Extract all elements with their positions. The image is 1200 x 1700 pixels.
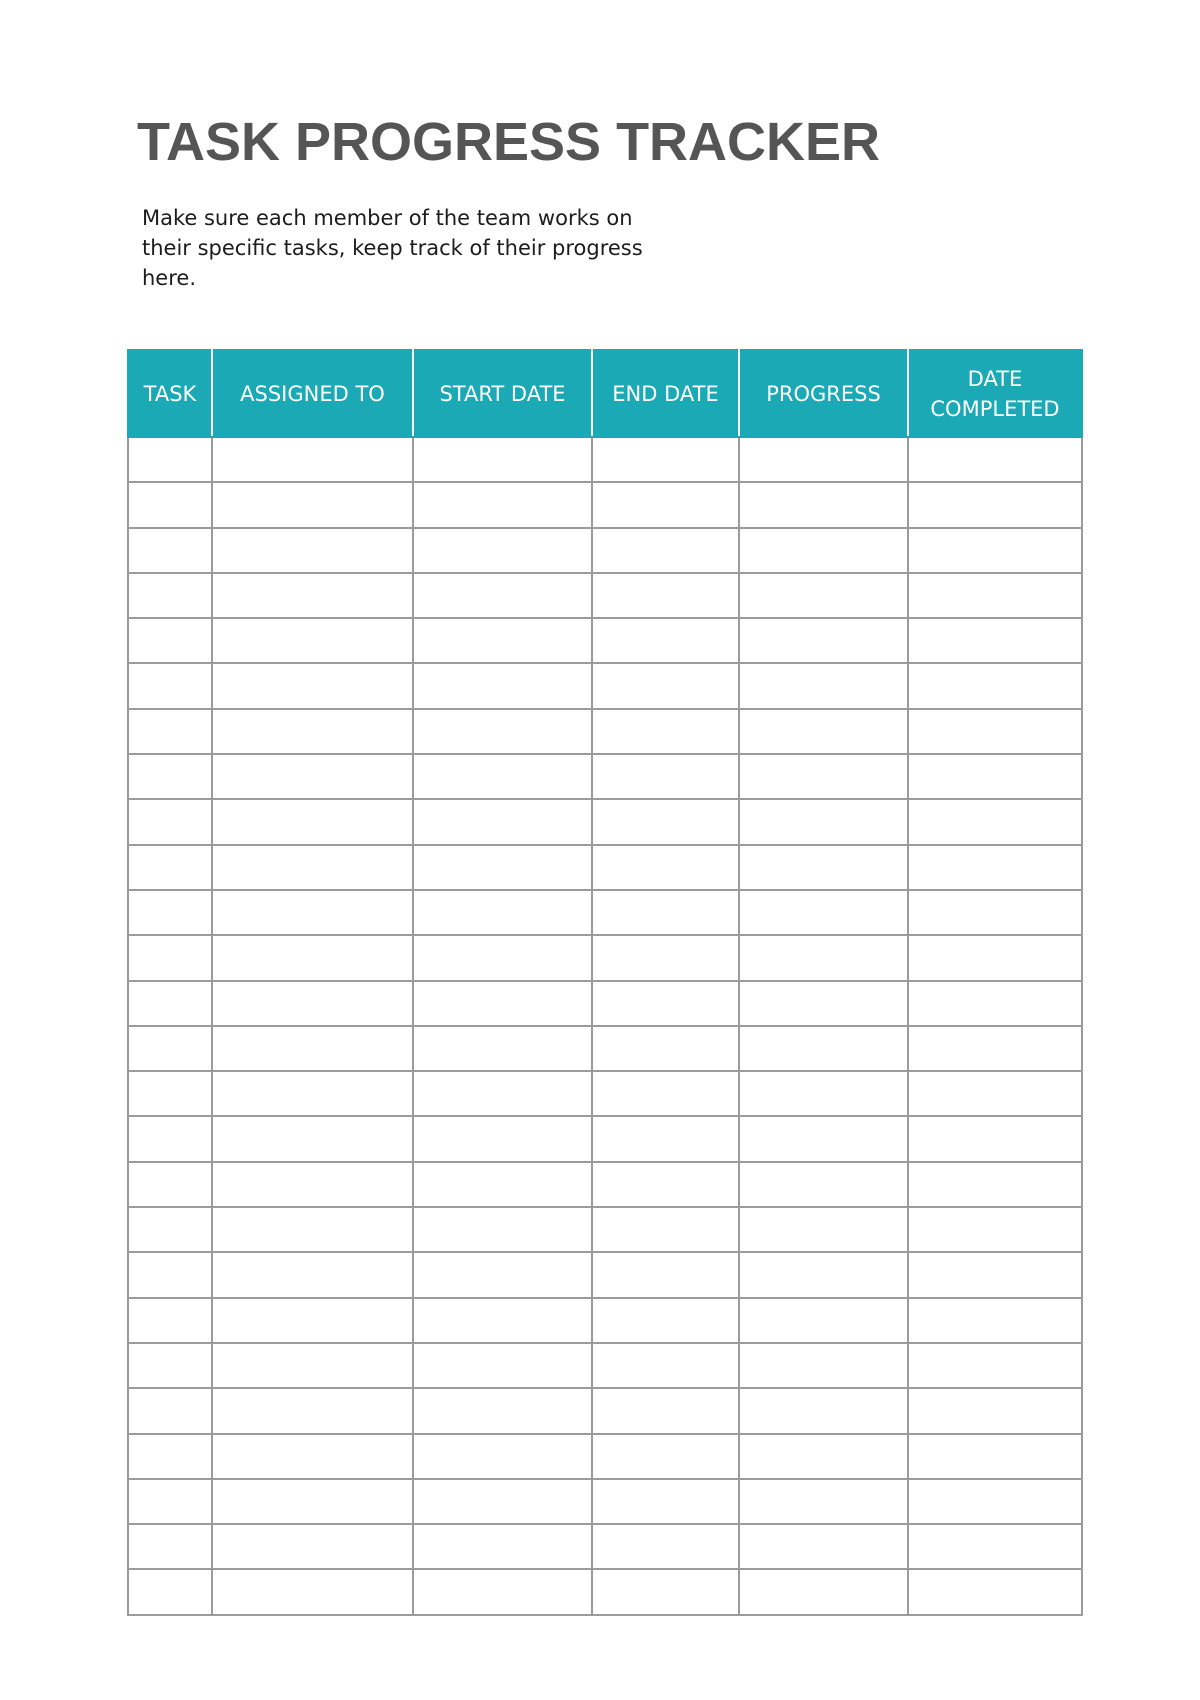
table-cell-end-date[interactable]: [592, 1207, 739, 1252]
column-header-date-completed: DATE COMPLETED: [908, 350, 1082, 437]
table-cell-assigned-to[interactable]: [212, 528, 413, 573]
table-cell-end-date[interactable]: [592, 663, 739, 708]
table-row: [128, 482, 1082, 527]
table-cell-start-date[interactable]: [413, 1298, 592, 1343]
table-cell-date-completed[interactable]: [908, 1569, 1082, 1614]
table-cell-end-date[interactable]: [592, 1162, 739, 1207]
table-cell-progress[interactable]: [739, 1252, 908, 1297]
table-cell-start-date[interactable]: [413, 1479, 592, 1524]
table-cell-start-date[interactable]: [413, 1116, 592, 1161]
table-cell-progress[interactable]: [739, 1071, 908, 1116]
column-header-progress: PROGRESS: [739, 350, 908, 437]
table-cell-start-date[interactable]: [413, 1162, 592, 1207]
table-cell-task[interactable]: [128, 1252, 212, 1297]
header-row: [128, 350, 1082, 437]
table-cell-progress[interactable]: [739, 1524, 908, 1569]
table-cell-task[interactable]: [128, 1026, 212, 1071]
table-cell-start-date[interactable]: [413, 618, 592, 663]
table-header: [128, 350, 1082, 437]
table-cell-task[interactable]: [128, 799, 212, 844]
table-cell-assigned-to[interactable]: [212, 1298, 413, 1343]
table-cell-assigned-to[interactable]: [212, 1343, 413, 1388]
table-cell-date-completed[interactable]: [908, 1343, 1082, 1388]
table-row: [128, 1207, 1082, 1252]
table-row: [128, 1116, 1082, 1161]
table-row: [128, 754, 1082, 799]
table-cell-progress[interactable]: [739, 573, 908, 618]
table-cell-progress[interactable]: [739, 482, 908, 527]
table-cell-date-completed[interactable]: [908, 1026, 1082, 1071]
table-row: [128, 1162, 1082, 1207]
table-cell-date-completed[interactable]: [908, 528, 1082, 573]
table-cell-date-completed[interactable]: [908, 663, 1082, 708]
table-row: [128, 845, 1082, 890]
table-cell-assigned-to[interactable]: [212, 709, 413, 754]
table-row: [128, 1479, 1082, 1524]
table-cell-date-completed[interactable]: [908, 981, 1082, 1026]
column-header-start-date: START DATE: [413, 350, 592, 437]
table-cell-start-date[interactable]: [413, 1524, 592, 1569]
table-cell-task[interactable]: [128, 1162, 212, 1207]
table-cell-start-date[interactable]: [413, 981, 592, 1026]
table-cell-end-date[interactable]: [592, 1071, 739, 1116]
table-cell-task[interactable]: [128, 1116, 212, 1161]
table-row: [128, 1026, 1082, 1071]
table-cell-assigned-to[interactable]: [212, 1071, 413, 1116]
table-cell-assigned-to[interactable]: [212, 935, 413, 980]
table-cell-date-completed[interactable]: [908, 1116, 1082, 1161]
table-cell-date-completed[interactable]: [908, 709, 1082, 754]
table-cell-progress[interactable]: [739, 799, 908, 844]
table-row: [128, 1388, 1082, 1433]
table-cell-task[interactable]: [128, 663, 212, 708]
table-cell-start-date[interactable]: [413, 528, 592, 573]
table-cell-date-completed[interactable]: [908, 935, 1082, 980]
table-cell-progress[interactable]: [739, 528, 908, 573]
page-description: Make sure each member of the team works on their specific tasks, keep track of their progress here.: [142, 206, 643, 290]
table-cell-date-completed[interactable]: [908, 1071, 1082, 1116]
table-cell-end-date[interactable]: [592, 754, 739, 799]
table-cell-task[interactable]: [128, 1524, 212, 1569]
table-cell-assigned-to[interactable]: [212, 1026, 413, 1071]
table-cell-progress[interactable]: [739, 845, 908, 890]
table-cell-task[interactable]: [128, 1569, 212, 1614]
table-cell-date-completed[interactable]: [908, 1207, 1082, 1252]
table-cell-end-date[interactable]: [592, 1298, 739, 1343]
table-cell-assigned-to[interactable]: [212, 437, 413, 482]
column-header-end-date: END DATE: [592, 350, 739, 437]
table-row: [128, 890, 1082, 935]
table-cell-start-date[interactable]: [413, 935, 592, 980]
table-cell-progress[interactable]: [739, 935, 908, 980]
table-cell-task[interactable]: [128, 890, 212, 935]
table-cell-date-completed[interactable]: [908, 1162, 1082, 1207]
table-cell-start-date[interactable]: [413, 754, 592, 799]
table-cell-task[interactable]: [128, 709, 212, 754]
table-cell-end-date[interactable]: [592, 1434, 739, 1479]
table-row: [128, 981, 1082, 1026]
table-cell-date-completed[interactable]: [908, 1434, 1082, 1479]
table-cell-end-date[interactable]: [592, 1343, 739, 1388]
table-cell-task[interactable]: [128, 981, 212, 1026]
table-cell-end-date[interactable]: [592, 618, 739, 663]
table-row: [128, 437, 1082, 482]
table-cell-task[interactable]: [128, 935, 212, 980]
table-row: [128, 1434, 1082, 1479]
table-cell-end-date[interactable]: [592, 1479, 739, 1524]
column-header-assigned-to: ASSIGNED TO: [212, 350, 413, 437]
table-cell-end-date[interactable]: [592, 573, 739, 618]
table-cell-assigned-to[interactable]: [212, 890, 413, 935]
table-cell-task[interactable]: [128, 1434, 212, 1479]
table-row: [128, 1252, 1082, 1297]
table-cell-assigned-to[interactable]: [212, 1207, 413, 1252]
page-title: TASK PROGRESS TRACKER: [137, 112, 881, 172]
table-cell-assigned-to[interactable]: [212, 845, 413, 890]
table-cell-start-date[interactable]: [413, 663, 592, 708]
table-cell-progress[interactable]: [739, 1298, 908, 1343]
table-cell-progress[interactable]: [739, 1388, 908, 1433]
table-cell-assigned-to[interactable]: [212, 482, 413, 527]
table-cell-assigned-to[interactable]: [212, 1388, 413, 1433]
table-cell-task[interactable]: [128, 845, 212, 890]
table-cell-end-date[interactable]: [592, 845, 739, 890]
table-cell-end-date[interactable]: [592, 1252, 739, 1297]
table-row: [128, 528, 1082, 573]
table-cell-task[interactable]: [128, 1071, 212, 1116]
table-cell-progress[interactable]: [739, 437, 908, 482]
column-header-task: TASK: [128, 350, 212, 437]
table-cell-start-date[interactable]: [413, 1569, 592, 1614]
table-cell-task[interactable]: [128, 1479, 212, 1524]
table-row: [128, 1071, 1082, 1116]
table-cell-task[interactable]: [128, 1298, 212, 1343]
table-row: [128, 799, 1082, 844]
table-cell-task[interactable]: [128, 1388, 212, 1433]
table-row: [128, 1298, 1082, 1343]
table-cell-date-completed[interactable]: [908, 437, 1082, 482]
table-cell-start-date[interactable]: [413, 437, 592, 482]
table-cell-start-date[interactable]: [413, 482, 592, 527]
table-cell-progress[interactable]: [739, 663, 908, 708]
table-cell-assigned-to[interactable]: [212, 1479, 413, 1524]
table-cell-progress[interactable]: [739, 1026, 908, 1071]
table-cell-assigned-to[interactable]: [212, 1162, 413, 1207]
table-cell-start-date[interactable]: [413, 890, 592, 935]
table-cell-end-date[interactable]: [592, 1026, 739, 1071]
table-cell-progress[interactable]: [739, 754, 908, 799]
table-cell-progress[interactable]: [739, 890, 908, 935]
table-cell-assigned-to[interactable]: [212, 1116, 413, 1161]
table-cell-end-date[interactable]: [592, 1524, 739, 1569]
table-cell-progress[interactable]: [739, 1479, 908, 1524]
table-cell-end-date[interactable]: [592, 799, 739, 844]
table-cell-start-date[interactable]: [413, 1026, 592, 1071]
table-cell-progress[interactable]: [739, 981, 908, 1026]
table-cell-assigned-to[interactable]: [212, 1434, 413, 1479]
table-cell-end-date[interactable]: [592, 981, 739, 1026]
table-cell-progress[interactable]: [739, 1162, 908, 1207]
table-row: [128, 709, 1082, 754]
table-cell-start-date[interactable]: [413, 1434, 592, 1479]
table-cell-date-completed[interactable]: [908, 799, 1082, 844]
table-row: [128, 573, 1082, 618]
table-cell-date-completed[interactable]: [908, 482, 1082, 527]
table-cell-task[interactable]: [128, 573, 212, 618]
table-row: [128, 1343, 1082, 1388]
table-cell-end-date[interactable]: [592, 1569, 739, 1614]
table-cell-task[interactable]: [128, 1343, 212, 1388]
table-cell-date-completed[interactable]: [908, 1252, 1082, 1297]
table-cell-start-date[interactable]: [413, 1343, 592, 1388]
table-row: [128, 1524, 1082, 1569]
table-cell-date-completed[interactable]: [908, 573, 1082, 618]
table-cell-progress[interactable]: [739, 1207, 908, 1252]
table-cell-end-date[interactable]: [592, 935, 739, 980]
table-cell-progress[interactable]: [739, 1434, 908, 1479]
table-cell-task[interactable]: [128, 528, 212, 573]
table-cell-assigned-to[interactable]: [212, 663, 413, 708]
table-cell-start-date[interactable]: [413, 845, 592, 890]
table-body: [128, 437, 1082, 1615]
table-row: [128, 618, 1082, 663]
table-cell-assigned-to[interactable]: [212, 1524, 413, 1569]
table-cell-date-completed[interactable]: [908, 1479, 1082, 1524]
table-cell-task[interactable]: [128, 437, 212, 482]
table-cell-start-date[interactable]: [413, 799, 592, 844]
table-cell-progress[interactable]: [739, 1569, 908, 1614]
table-cell-assigned-to[interactable]: [212, 1569, 413, 1614]
table-cell-date-completed[interactable]: [908, 1298, 1082, 1343]
table-cell-assigned-to[interactable]: [212, 1252, 413, 1297]
table-cell-progress[interactable]: [739, 1116, 908, 1161]
table-cell-start-date[interactable]: [413, 709, 592, 754]
table-cell-start-date[interactable]: [413, 1388, 592, 1433]
table-cell-start-date[interactable]: [413, 573, 592, 618]
table-cell-start-date[interactable]: [413, 1207, 592, 1252]
table-cell-assigned-to[interactable]: [212, 981, 413, 1026]
task-tracker-table: [127, 349, 1083, 1616]
table-cell-task[interactable]: [128, 618, 212, 663]
table-cell-task[interactable]: [128, 482, 212, 527]
table-cell-end-date[interactable]: [592, 437, 739, 482]
table-cell-end-date[interactable]: [592, 528, 739, 573]
table-cell-date-completed[interactable]: [908, 890, 1082, 935]
table-cell-progress[interactable]: [739, 1343, 908, 1388]
table-cell-end-date[interactable]: [592, 482, 739, 527]
table-cell-start-date[interactable]: [413, 1071, 592, 1116]
table-cell-progress[interactable]: [739, 709, 908, 754]
table-row: [128, 663, 1082, 708]
table-cell-end-date[interactable]: [592, 1116, 739, 1161]
table-cell-assigned-to[interactable]: [212, 573, 413, 618]
table-cell-end-date[interactable]: [592, 890, 739, 935]
table-cell-assigned-to[interactable]: [212, 799, 413, 844]
table-cell-end-date[interactable]: [592, 709, 739, 754]
table-cell-start-date[interactable]: [413, 1252, 592, 1297]
table-cell-progress[interactable]: [739, 618, 908, 663]
table-cell-end-date[interactable]: [592, 1388, 739, 1433]
table-row: [128, 935, 1082, 980]
table-cell-date-completed[interactable]: [908, 618, 1082, 663]
table-row: [128, 1569, 1082, 1614]
table-cell-date-completed[interactable]: [908, 1524, 1082, 1569]
table-cell-date-completed[interactable]: [908, 754, 1082, 799]
table-cell-task[interactable]: [128, 1207, 212, 1252]
table-cell-task[interactable]: [128, 754, 212, 799]
table-cell-assigned-to[interactable]: [212, 618, 413, 663]
table-cell-date-completed[interactable]: [908, 1388, 1082, 1433]
table-cell-assigned-to[interactable]: [212, 754, 413, 799]
table-cell-date-completed[interactable]: [908, 845, 1082, 890]
